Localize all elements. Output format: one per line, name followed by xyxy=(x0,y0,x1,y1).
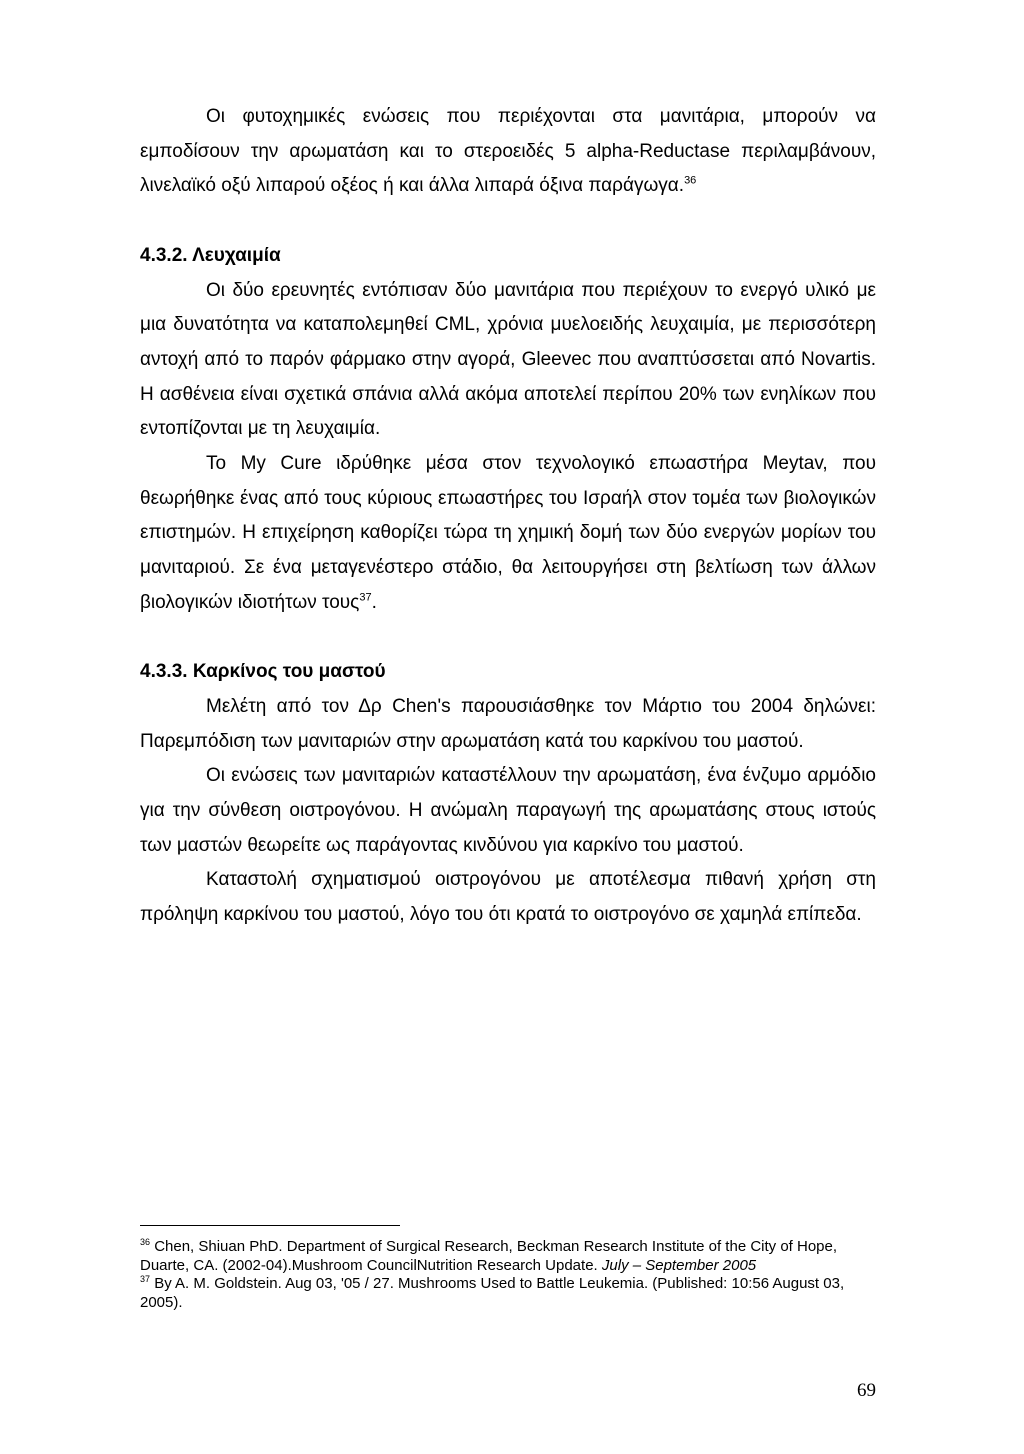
breast-cancer-paragraph-3: Καταστολή σχηματισμού οιστρογόνου με αποτέλεσμα πιθανή χρήση στη πρόληψη καρκίνου του μαστού, λόγο του ότι κρατά το οιστρογόνο σε χαμηλά επίπεδα. xyxy=(140,869,876,926)
footnote-36 xyxy=(140,1238,876,1275)
footnote-separator xyxy=(140,1225,400,1226)
breast-cancer-paragraph-2: Οι ενώσεις των μανιταριών καταστέλλουν την αρωματάση, ένα ένζυμο αρμόδιο για την σύνθεση οιστρογόνου. Η ανώμαλη παραγωγή της αρωματάσης στους ιστούς των μαστών θεωρείτε ως παράγοντας κινδύνου για καρκίνο του μαστού. xyxy=(140,765,876,856)
leukemia-paragraph-2-text: Το My Cure ιδρύθηκε μέσα στον τεχνολογικό επωαστήρα Meytav, που θεωρήθηκε ένας από τους κύριους επωαστήρες του Ισραήλ στον τομέα των βιολογικών επιστημών. Η επιχείρηση καθορίζει τώρα τη χημική δομή των δύο ενεργών μορίων του μανιταριού. Σε ένα μεταγενέστερο στάδιο, θα λειτουργήσει στη βελτίωση των άλλων βιολογικών ιδιοτήτων τους xyxy=(140,453,876,613)
leukemia-paragraph-2 xyxy=(140,447,876,621)
footnote-italic: July – September 2005 xyxy=(601,1256,757,1274)
section-heading-breast-cancer: 4.3.3. Καρκίνος του μαστού xyxy=(140,661,386,683)
footnote-ref-36: 36 xyxy=(684,175,697,188)
footnote-number: 37 xyxy=(140,1274,151,1284)
footnote-text: Chen, Shiuan PhD. Department of Surgical Research, Beckman Research Institute of the City of Hope, Duarte, CA. (2002-04).Mushroom CouncilNutrition Research Update. xyxy=(140,1238,838,1274)
footnote-37 xyxy=(140,1275,876,1312)
footnote-number: 36 xyxy=(140,1237,151,1247)
intro-paragraph xyxy=(140,100,876,204)
footnote-text: By A. M. Goldstein. Aug 03, '05 / 27. Mushrooms Used to Battle Leukemia. (Published: 10:56 August 03, 2005). xyxy=(140,1275,845,1311)
footnotes xyxy=(140,1238,876,1312)
page-body xyxy=(140,100,876,933)
page-number: 69 xyxy=(857,1380,876,1401)
breast-cancer-paragraph-1: Μελέτη από τον Δρ Chen's παρουσιάσθηκε τον Μάρτιο του 2004 δηλώνει: Παρεμπόδιση των μανιταριών στην αρωματάση κατά του καρκίνου του μαστού. xyxy=(140,695,876,752)
spacer xyxy=(140,204,876,239)
section-heading-leukemia: 4.3.2. Λευχαιμία xyxy=(140,244,281,266)
footnote-ref-37: 37 xyxy=(359,591,372,604)
leukemia-paragraph-2-end: . xyxy=(371,591,377,613)
spacer xyxy=(140,621,876,656)
intro-paragraph-text: Οι φυτοχημικές ενώσεις που περιέχονται στα μανιτάρια, μπορούν να εμποδίσουν την αρωματάση και το στεροειδές 5 alpha-Reductase περιλαμβάνουν, λινελαϊκό οξύ λιπαρού οξέος ή και άλλα λιπαρά όξινα παράγωγα. xyxy=(140,106,876,197)
leukemia-paragraph-1: Οι δύο ερευνητές εντόπισαν δύο μανιτάρια που περιέχουν το ενεργό υλικό με μια δυνατότητα να καταπολεμηθεί CML, χρόνια μυελοειδής λευχαιμία, με περισσότερη αντοχή από το παρόν φάρμακο στην αγορά, Gleevec που αναπτύσσεται από Novartis. Η ασθένεια είναι σχετικά σπάνια αλλά ακόμα αποτελεί περίπου 20% των ενηλίκων που εντοπίζονται με τη λευχαιμία. xyxy=(140,279,876,440)
